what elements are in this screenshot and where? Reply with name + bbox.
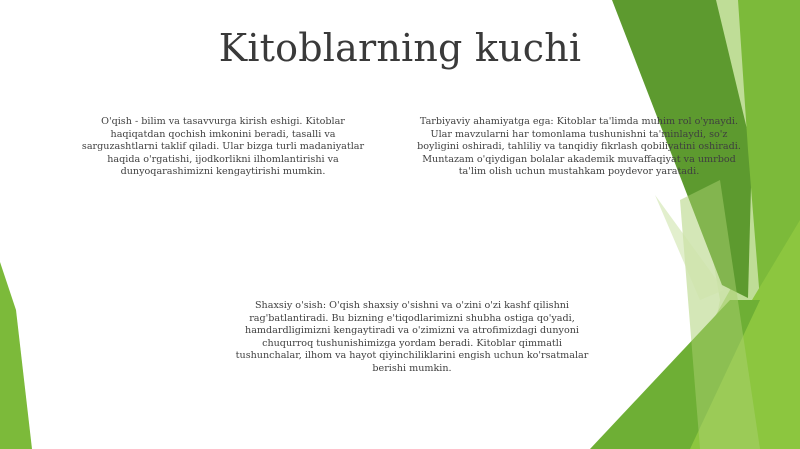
slide-title: Kitoblarning kuchi [218,26,582,70]
paragraph-personal-growth: Shaxsiy o'sish: O'qish shaxsiy o'sishni va o'zini o'zi kashf qilishni rag'batlantiradi. Bu bizning e'tiqodlarimizni shubha ostiga qo'yadi, hamdardligimizni kengaytiradi va o'zimizni va atrofimizdagi dunyoni chuqurroq tushunishimizga yordam beradi. Kitoblar qimmatli tushunchalar, ilhom va hayot qiyinchiliklarini engish uchun ko'rsatmalar berishi mumkin. [235,300,589,374]
paragraph-intro: O'qish - bilim va tasavvurga kirish eshigi. Kitoblar haqiqatdan qochish imkonini beradi, tasalli va sarguzashtlarni taklif qiladi. Ular bizga turli madaniyatlar haqida o'rgatishi, ijodkorlikni ilhomlantirishi va dunyoqarashimizni kengaytirishi mumkin. [81,116,365,178]
deco-left-wedge [0,262,32,449]
paragraph-educational: Tarbiyaviy ahamiyatga ega: Kitoblar ta'limda muhim rol o'ynaydi. Ular mavzularni har tomonlama tushunishni ta'minlaydi, so'z boyligini oshiradi, tahliliy va tanqidiy fikrlash qobiliyatini oshiradi. Muntazam o'qiydigan bolalar akademik muvaffaqiyat va umrbod ta'lim olish uchun mustahkam poydevor yaratadi. [417,116,741,178]
